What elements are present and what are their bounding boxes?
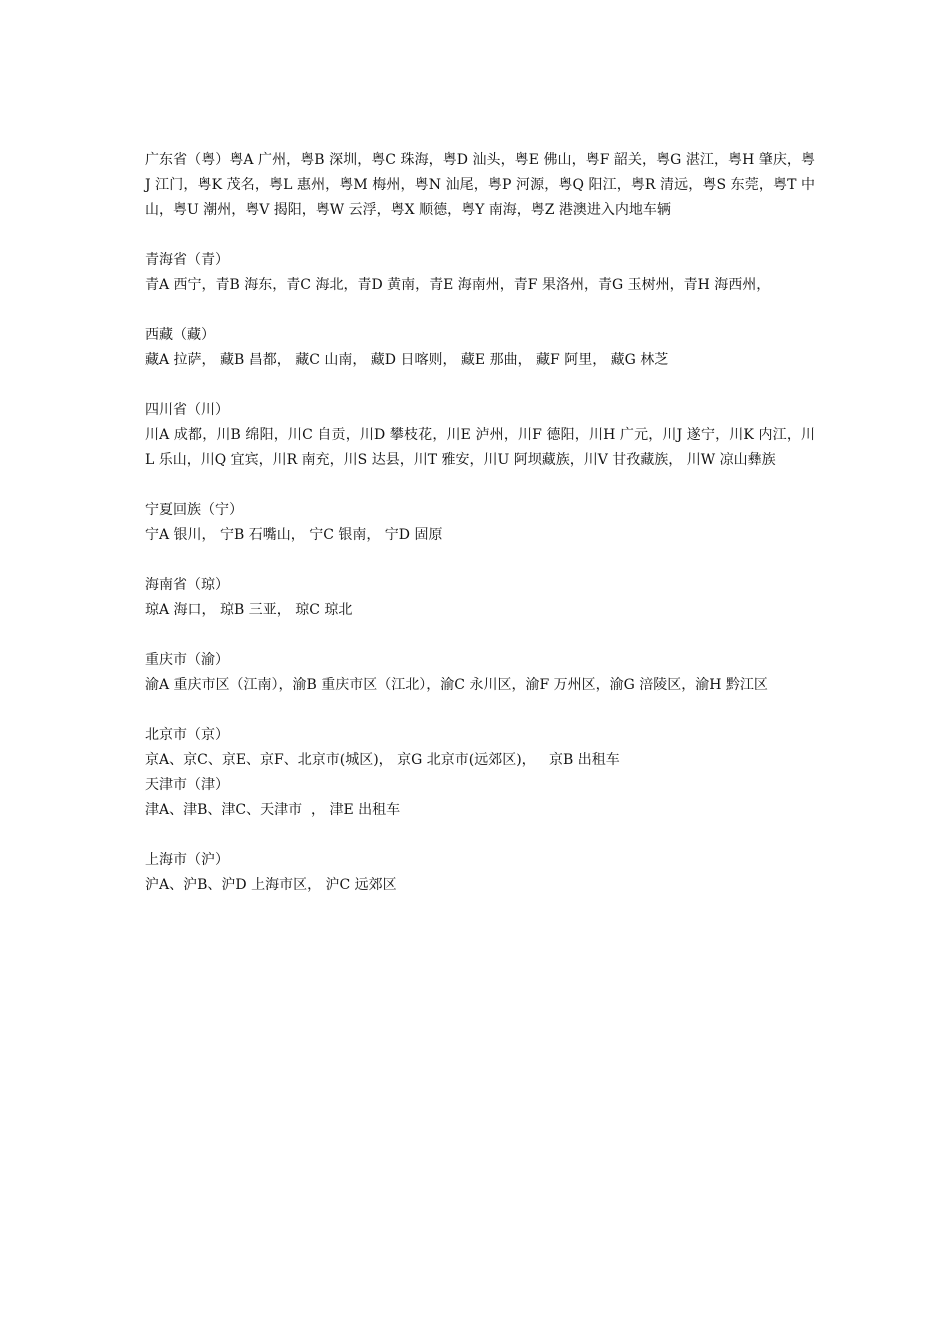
section-spacer: [145, 623, 815, 648]
guangdong-plates-paragraph: 广东省（粤）粤A 广州，粤B 深圳，粤C 珠海，粤D 汕头，粤E 佛山，粤F 韶关，粤G 湛江，粤H 肇庆，粤J 江门，粤K 茂名，粤L 惠州，粤M 梅州，粤N 汕尾，粤P 河源，粤Q 阳江，粤R 清远，粤S 东莞，粤T 中山，粤U 潮州，粤V 揭阳，粤W 云浮，粤X 顺德，粤Y 南海，粤Z 港澳进入内地车辆: [145, 152, 815, 218]
chongqing-heading: 重庆市（渝）: [145, 652, 229, 668]
section-spacer: [145, 698, 815, 723]
beijing-plates-paragraph: 京A、京C、京E、京F、北京市(城区)， 京G 北京市(远郊区)， 京B 出租车: [145, 752, 620, 768]
section-shanghai: [145, 848, 815, 898]
section-spacer: [145, 223, 815, 248]
section-xizang: [145, 323, 815, 373]
section-spacer: [145, 548, 815, 573]
tianjin-heading: 天津市（津）: [145, 777, 229, 793]
section-hainan: [145, 573, 815, 623]
shanghai-plates-paragraph: 沪A、沪B、沪D 上海市区， 沪C 远郊区: [145, 877, 397, 893]
section-spacer: [145, 373, 815, 398]
chongqing-plates-paragraph: 渝A 重庆市区（江南），渝B 重庆市区（江北），渝C 永川区，渝F 万州区，渝G 涪陵区，渝H 黔江区: [145, 677, 768, 693]
section-spacer: [145, 298, 815, 323]
xizang-heading: 西藏（藏）: [145, 327, 215, 343]
sichuan-heading: 四川省（川）: [145, 402, 229, 418]
hainan-plates-paragraph: 琼A 海口， 琼B 三亚， 琼C 琼北: [145, 602, 353, 618]
xizang-plates-paragraph: 藏A 拉萨， 藏B 昌都， 藏C 山南， 藏D 日喀则， 藏E 那曲， 藏F 阿里， 藏G 林芝: [145, 352, 669, 368]
section-sichuan: [145, 398, 815, 473]
section-ningxia: [145, 498, 815, 548]
beijing-heading: 北京市（京）: [145, 727, 229, 743]
section-guangdong: [145, 148, 815, 223]
section-chongqing: [145, 648, 815, 698]
section-beijing-tianjin: [145, 723, 815, 823]
ningxia-plates-paragraph: 宁A 银川， 宁B 石嘴山， 宁C 银南， 宁D 固原: [145, 527, 443, 543]
section-qinghai: [145, 248, 815, 298]
qinghai-plates-paragraph: 青A 西宁，青B 海东，青C 海北，青D 黄南，青E 海南州，青F 果洛州，青G 玉树州，青H 海西州，: [145, 277, 771, 293]
sichuan-plates-paragraph: 川A 成都，川B 绵阳，川C 自贡，川D 攀枝花，川E 泸州，川F 德阳，川H 广元，川J 遂宁，川K 内江，川L 乐山，川Q 宜宾，川R 南充，川S 达县，川T 雅安，川U 阿坝藏族，川V 甘孜藏族， 川W 凉山彝族: [145, 427, 815, 468]
section-spacer: [145, 823, 815, 848]
shanghai-heading: 上海市（沪）: [145, 852, 229, 868]
hainan-heading: 海南省（琼）: [145, 577, 229, 593]
tianjin-plates-paragraph: 津A、津B、津C、天津市 ， 津E 出租车: [145, 802, 401, 818]
document-page: [145, 148, 815, 898]
section-spacer: [145, 473, 815, 498]
ningxia-heading: 宁夏回族（宁）: [145, 502, 243, 518]
qinghai-heading: 青海省（青）: [145, 252, 229, 268]
